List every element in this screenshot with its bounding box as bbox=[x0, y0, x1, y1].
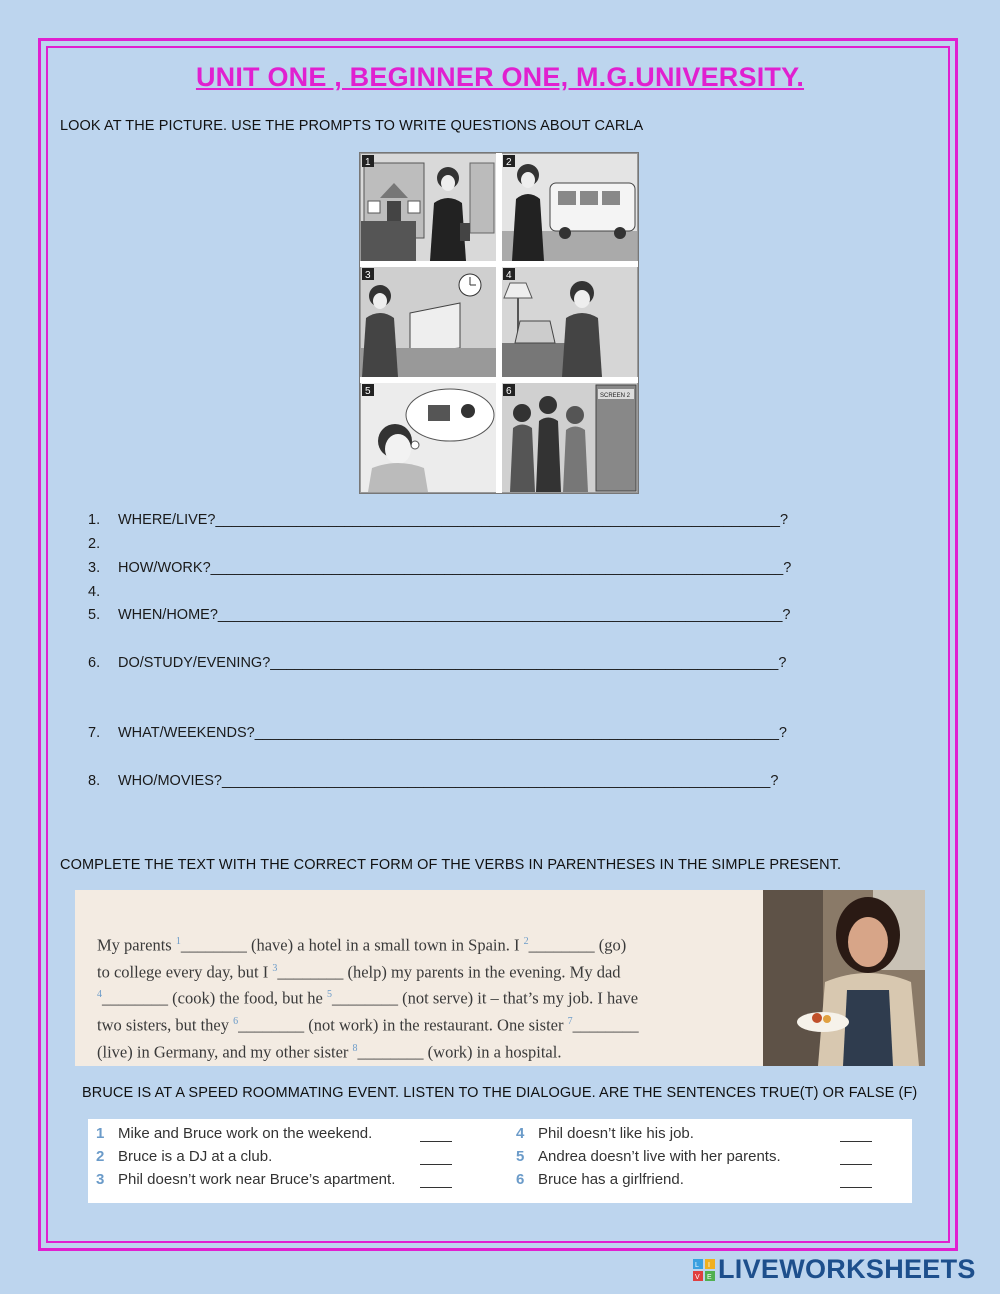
tf-statement: 5 Andrea doesn’t live with her parents. bbox=[516, 1148, 781, 1165]
svg-text:V: V bbox=[695, 1274, 700, 1281]
worksheet-title: UNIT ONE , BEGINNER ONE, M.G.UNIVERSITY. bbox=[195, 62, 805, 92]
verb-completion-panel bbox=[75, 890, 925, 1066]
tf-statement: 1 Mike and Bruce work on the weekend. bbox=[96, 1125, 373, 1142]
true-false-panel bbox=[88, 1119, 912, 1203]
panel-3-office bbox=[361, 267, 496, 377]
section3-instruction: BRUCE IS AT A SPEED ROOMMATING EVENT. LISTEN TO THE DIALOGUE. ARE THE SENTENCES TRUE(T) OR FALSE (F) bbox=[82, 1085, 918, 1101]
tf-answer-blank[interactable] bbox=[840, 1173, 872, 1188]
tf-answer-blank[interactable] bbox=[420, 1173, 452, 1188]
text-line: My parents $^1$________ (have) a hotel in a small town in Spain. I $^2$________ (go) bbox=[97, 935, 627, 955]
tf-answer-blank[interactable] bbox=[420, 1150, 452, 1165]
section2-instruction: COMPLETE THE TEXT WITH THE CORRECT FORM OF THE VERBS IN PARENTHESES IN THE SIMPLE PRESENT. bbox=[60, 857, 842, 873]
tf-answer-blank[interactable] bbox=[840, 1127, 872, 1142]
tf-answer-blank[interactable] bbox=[420, 1127, 452, 1142]
svg-text:5: 5 bbox=[365, 386, 371, 397]
panel-6-movies bbox=[502, 383, 637, 492]
svg-text:6: 6 bbox=[506, 386, 512, 397]
text-line: $^4$________ (cook) the food, but he $^5$________ (not serve) it – that’s my job. I have bbox=[97, 988, 639, 1008]
tf-statement: 4 Phil doesn’t like his job. bbox=[516, 1125, 694, 1142]
text-line: to college every day, but I $^3$________ (help) my parents in the evening. My dad bbox=[97, 962, 621, 982]
section1-instruction: LOOK AT THE PICTURE. USE THE PROMPTS TO WRITE QUESTIONS ABOUT CARLA bbox=[60, 118, 644, 134]
waitress-photo bbox=[763, 890, 925, 1066]
tf-statement: 3 Phil doesn’t work near Bruce’s apartment. bbox=[96, 1171, 396, 1188]
text-line: (live) in Germany, and my other sister $^8$________ (work) in a hospital. bbox=[97, 1042, 562, 1062]
svg-text:L: L bbox=[695, 1262, 699, 1269]
panel-2-bus bbox=[502, 154, 637, 261]
panel-1-home bbox=[361, 154, 496, 261]
liveworksheets-logo[interactable]: LIVEWORKSHEETS bbox=[718, 1254, 976, 1284]
text-line: two sisters, but they $^6$________ (not work) in the restaurant. One sister $^7$________ bbox=[97, 1015, 639, 1035]
svg-text:4: 4 bbox=[506, 270, 512, 281]
panel-4-laptop bbox=[502, 267, 637, 377]
tf-statement: 2 Bruce is a DJ at a club. bbox=[96, 1148, 273, 1165]
panel-5-thinking bbox=[361, 383, 496, 492]
liveworksheets-logo-icon bbox=[693, 1259, 715, 1281]
svg-text:E: E bbox=[707, 1274, 712, 1281]
svg-text:SCREEN 2: SCREEN 2 bbox=[600, 393, 631, 399]
svg-text:1: 1 bbox=[365, 157, 371, 168]
verb-completion-text bbox=[97, 930, 757, 1064]
svg-text:I: I bbox=[708, 1262, 710, 1269]
tf-statement: 6 Bruce has a girlfriend. bbox=[516, 1171, 684, 1188]
svg-text:2: 2 bbox=[506, 157, 512, 168]
carla-picture-grid bbox=[359, 152, 639, 494]
svg-text:3: 3 bbox=[365, 270, 371, 281]
tf-answer-blank[interactable] bbox=[840, 1150, 872, 1165]
